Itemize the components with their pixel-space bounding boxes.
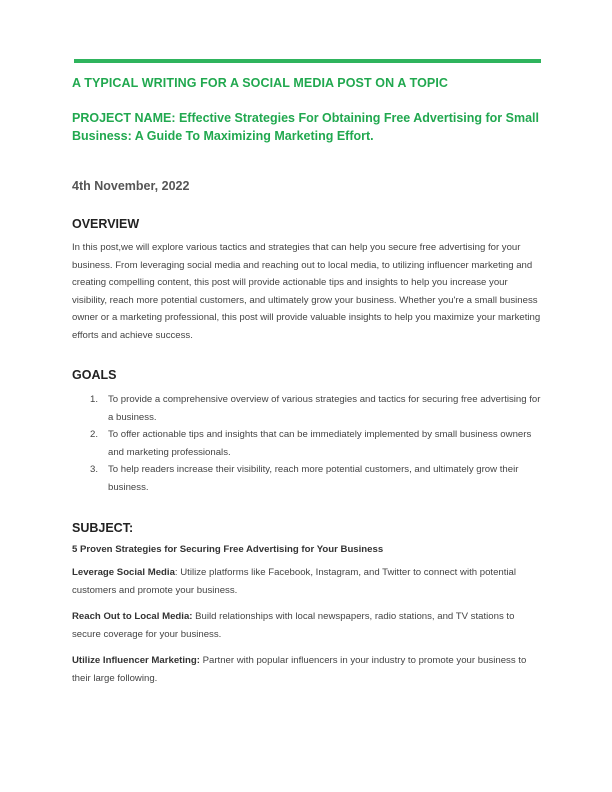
project-name: PROJECT NAME: Effective Strategies For Obtaining Free Advertising for Small Business: A Guide To Maximizing Marketing Effort. [72, 111, 539, 143]
strategy-label: Utilize Influencer Marketing: [72, 655, 200, 666]
goal-item [72, 461, 542, 496]
overview-text: In this post,we will explore various tactics and strategies that can help you secure free advertising for your business. From leveraging social media and reaching out to local media, to utilizing influencer marketing and creating compelling content, this post will provide actionable tips and insights to help you increase your visibility, reach more potential customers, and ultimately grow your business. Whether you're a small business owner or a marketing professional, this post will provide valuable insights to help you maximize your marketing efforts and achieve success. [72, 242, 541, 341]
goal-text: To offer actionable tips and insights that can be immediately implemented by small business owners and marketing professionals. [108, 429, 532, 458]
goal-item [72, 426, 542, 461]
strategy-paragraph [72, 652, 542, 687]
strategy-label: Leverage Social Media [72, 567, 175, 578]
goal-item [72, 391, 542, 426]
goals-list [72, 391, 542, 496]
strategy-text: Partner with popular influencers in your industry to promote your business to their large following. [72, 655, 527, 684]
goals-heading: GOALS [72, 368, 117, 382]
goal-number: 2. [90, 429, 99, 440]
subject-heading: SUBJECT: [72, 521, 134, 535]
document-title: A TYPICAL WRITING FOR A SOCIAL MEDIA POST ON A TOPIC [72, 76, 449, 90]
goal-text: To provide a comprehensive overview of various strategies and tactics for securing free advertising for a business. [108, 394, 541, 423]
goal-number: 3. [90, 464, 99, 475]
goal-text: To help readers increase their visibility, reach more potential customers, and ultimately grow their business. [108, 464, 519, 493]
strategy-paragraph [72, 564, 542, 599]
document-date: 4th November, 2022 [72, 179, 190, 193]
strategy-label: Reach Out to Local Media: [72, 611, 193, 622]
top-accent-rule [74, 59, 541, 63]
strategy-paragraph [72, 608, 542, 643]
goal-number: 1. [90, 394, 99, 405]
document-content [72, 76, 542, 687]
strategy-text: : Utilize platforms like Facebook, Instagram, and Twitter to connect with potential customers and promote your business. [72, 567, 517, 596]
overview-heading: OVERVIEW [72, 217, 140, 231]
strategy-text: Build relationships with local newspapers, radio stations, and TV stations to secure coverage for your business. [72, 611, 515, 640]
subject-subtitle: 5 Proven Strategies for Securing Free Advertising for Your Business [72, 544, 384, 555]
